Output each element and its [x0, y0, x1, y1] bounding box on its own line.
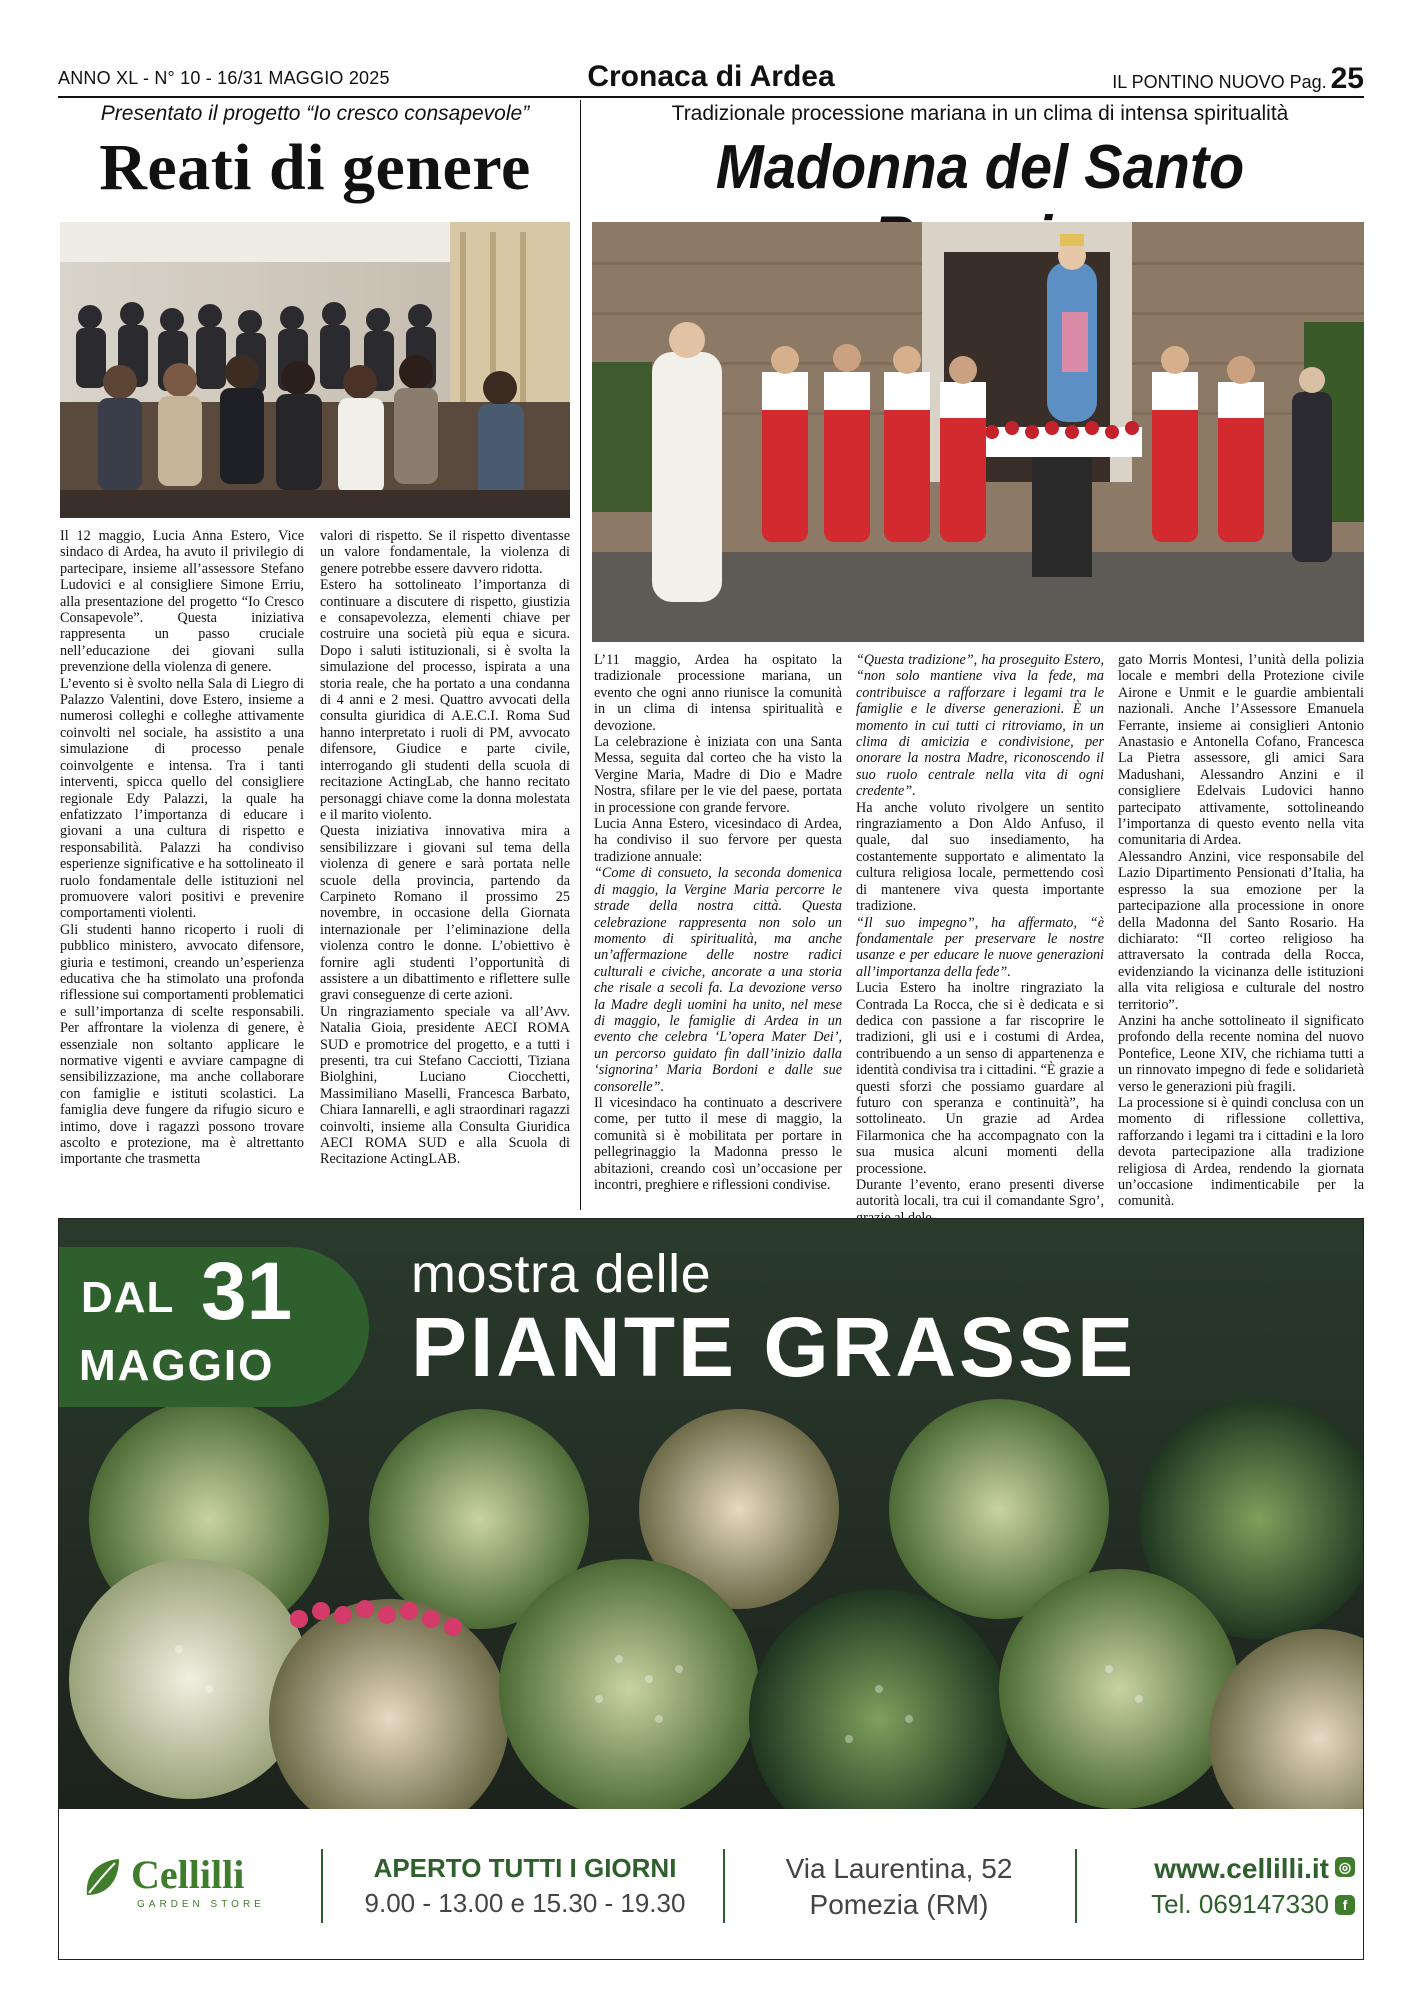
left-article-column-2 — [320, 528, 570, 1168]
cellilli-advert[interactable] — [58, 1218, 1364, 1960]
footer-divider — [321, 1849, 323, 1923]
date-badge — [59, 1247, 369, 1407]
right-article-column-2 — [856, 652, 1104, 1226]
badge-dal: DAL — [81, 1273, 175, 1322]
quote-paragraph: “Il suo impegno”, ha affermato, “è fondamentale per preservare le nostre usanze e per educare le nuove generazioni all’importanza della fede”. — [856, 914, 1104, 980]
footer-divider — [723, 1849, 725, 1923]
paragraph: Questa iniziativa innovativa mira a sensibilizzare i giovani sul tema della violenza di genere e sarà portata nelle scuole della provincia, partendo da Carpineto Romano il prossimo 25 novembre, in occasione della Giornata internazionale per l’eliminazione della violenza contro le donne. L’obiettivo è fornire agli studenti l’opportunità di assistere a un dibattimento e riflettere sulle gravi conseguenze di certe azioni. — [320, 823, 570, 1004]
right-article-column-1 — [594, 652, 842, 1193]
left-headline: Reati di genere — [99, 131, 531, 204]
paragraph: gato Morris Montesi, l’unità della polizia locale e membri della Protezione civile Airone e Unmit e le guardie ambientali nazionali. Anche l’Assessore Emanuela Ferrante, insieme ai consiglieri Antonio Anastasio e Antonella Cofano, Francesca La Pietra assessore, gli amici Sara Madushani, Alessandro Anzini e il consigliere Edelvais Ludovici hanno partecipato attivamente, sottolineando l’importanza di questo evento nella vita comunitaria di Ardea. — [1118, 652, 1364, 849]
paragraph: Anzini ha anche sottolineato il significato profondo della recente nomina del nuovo Pontefice, Leone XIV, che richiama tutti a un rinnovato impegno di fede e solidarietà verso le generazioni più fragili. — [1118, 1012, 1364, 1095]
leaf-icon — [79, 1855, 125, 1901]
left-article-column-1 — [60, 528, 304, 1168]
store-contacts — [1099, 1853, 1329, 1920]
paragraph: La celebrazione è iniziata con una Santa Messa, seguita dal corteo che ha visto la Vergine Maria, Madre di Dio e Madre Nostra, sfilare per le vie del paese, portata in processione con grande fervore. — [594, 734, 842, 816]
section-title: Cronaca di Ardea — [587, 60, 835, 93]
left-kicker: Presentato il progetto “Io cresco consapevole” — [100, 102, 530, 125]
paragraph: valori di rispetto. Se il rispetto diventasse un valore fondamentale, la violenza di genere potrebbe essere davvero ridotta. — [320, 528, 570, 577]
paragraph: Durante l’evento, erano presenti diverse autorità locali, tra cui il comandante Sgro’, — [856, 1177, 1104, 1210]
page-label — [1112, 62, 1364, 96]
issue-info: ANNO XL - N° 10 - 16/31 MAGGIO 2025 — [58, 68, 390, 88]
paragraph: Estero ha sottolineato l’importanza di continuare a discutere di rispetto, giustizia e consapevolezza, elementi chiave per costruire una società più equa e sicura. Dopo i saluti istituzionali, si è svolta la simulazione del processo, ispirata a una storia reale, che ha portato a una condanna di 4 anni e 2 mesi. Quattro avvocati della consulta giuridica di A.E.C.I. Roma Sud hanno interpretato i ruoli di PM, avvocato difensore, Giudice e parte civile, interrogando gli studenti della scuola di recitazione ActingLab, che hanno recitato personaggi chiave come la donna molestata e il marito violento. — [320, 577, 570, 823]
badge-month: MAGGIO — [79, 1341, 275, 1390]
instagram-icon[interactable]: ◎ — [1335, 1857, 1355, 1877]
cellilli-logo — [79, 1851, 299, 1921]
facebook-icon[interactable]: f — [1335, 1895, 1355, 1915]
advert-footer — [59, 1809, 1364, 1960]
paragraph: Alessandro Anzini, vice responsabile del Lazio Dipartimento Pensionati d’Italia, ha espresso la sua emozione per la partecipazione alla processione in onore della Madonna del Santo Rosario. Ha dichiarato: “Il corteo religioso ha attraversato la contrada della Rocca, evidenziando la vicinanza delle istituzioni alla vita religiosa e culturale del nostro territorio”. — [1118, 848, 1364, 1013]
paragraph: Lucia Anna Estero, vicesindaco di Ardea, ha condiviso il suo fervore per questa tradizione annuale: — [594, 816, 842, 865]
hours-title: APERTO TUTTI I GIORNI — [373, 1853, 677, 1883]
phone-number[interactable]: Tel. 069147330 — [1151, 1889, 1329, 1919]
brand-subtitle: GARDEN STORE — [137, 1899, 265, 1910]
opening-hours — [355, 1853, 695, 1919]
page-number: 25 — [1330, 62, 1364, 95]
address-city: Pomezia (RM) — [809, 1889, 989, 1920]
brand-name: Cellilli — [131, 1852, 245, 1897]
paragraph: L’evento si è svolto nella Sala di Liegro di Palazzo Valentini, dove Estero, insieme a numerosi colleghi e colleghe attivamente coinvolti nel sociale, ha assistito a una simulazione di processo penale coinvolgente e intensa. Tra i tanti interventi, spicca quello del consigliere regionale Edy Palazzi, la quale ha enfatizzato l’importanza di educare i giovani a una cultura di rispetto e responsabilità. Palazzi ha condiviso esperienze significative e ha sottolineato il ruolo fondamentale delle istituzioni nel promuovere valori positivi e prevenire comportamenti violenti. — [60, 675, 304, 922]
paragraph: Gli studenti hanno ricoperto i ruoli di pubblico ministero, avvocato difensore, giuria e testimoni, creando un’esperienza educativa che ha stimolato una profonda riflessione sui comportamenti problematici e sull’importanza di scelte responsabili. Per affrontare la violenza di genere, è essenziale non soltanto applicare le normative vigenti e avviare campagne di sensibilizzazione, ma anche collaborare con famiglie e istituti scolastici. La famiglia deve fungere da rifugio sicuro e intimo, dove i ragazzi possono trovare ascolto e protezione, ma è altrettanto importante che trasmetta — [60, 921, 304, 1168]
paper-name: IL PONTINO NUOVO Pag. — [1112, 72, 1327, 92]
advert-title-line2: PIANTE GRASSE — [411, 1300, 1137, 1394]
quote-paragraph: “Questa tradizione”, ha proseguito Estero, “non solo mantiene viva la fede, ma contribuisce a rafforzare i legami tra le famiglie e le diverse generazioni. È un momento in cui tutti ci ritroviamo, in un clima di amicizia e condivisione, per onorare la nostra Madre, riconoscendo il suo ruolo centrale nella vita di ogni credente”. — [856, 652, 1104, 800]
paragraph: Ha anche voluto rivolgere un sentito ringraziamento a Don Aldo Anfuso, il quale, dal suo insediamento, ha costantemente supportato e alimentato la cultura religiosa locale, permettendo così di mantenere viva questa importante tradizione. — [856, 799, 1104, 915]
address-street: Via Laurentina, 52 — [785, 1853, 1013, 1884]
paragraph: Un ringraziamento speciale va all’Avv. Natalia Gioia, presidente AECI ROMA SUD e promotrice del progetto, e a tutti i presenti, tra cui Stefano Cacciotti, Tiziana Biolghini, Luciano Ciocchetti, Massimiliano Maselli, Francesca Barbato, Chiara Iannarelli, e agli straordinari ragazzi coinvolti, insieme alla Consulta Giuridica AECI ROMA SUD e alla Scuola di Recitazione ActingLAB. — [320, 1003, 570, 1168]
procession-photo — [592, 222, 1364, 642]
right-article-column-3 — [1118, 652, 1364, 1210]
quote-paragraph: “Come di consueto, la seconda domenica di maggio, la Vergine Maria percorre le strade della nostra città. Questa celebrazione rappresenta non solo un momento di spiritualità, ma anche un’affermazione delle nostre radici culturali e civiche, ancorate a una storia che risale a secoli fa. La devozione verso la Madre degli uomini ha unito, nel mese di maggio, le famiglie di Ardea in un evento che celebra ‘L’opera Mater Dei’, un percorso guidato fin dall’inizio dalla ‘signorina’ Maria Bordoni e dalle sue consorelle”. — [594, 865, 842, 1095]
masthead-rule — [58, 96, 1364, 98]
paragraph: Lucia Estero ha inoltre ringraziato la Contrada La Rocca, che si è dedicata e si dedica con passione a far riscoprire le tradizioni, gli usi e i costumi di Ardea, contribuendo a un senso di appartenenza e identità condivisa tra i cittadini. “È grazie a questi sforzi che possiamo guardare al futuro con speranza e continuità”, ha sottolineato. Un grazie ad Ardea Filarmonica che ha accompagnato con la sua musica alcuni momenti della processione. — [856, 980, 1104, 1177]
badge-day: 31 — [201, 1246, 293, 1337]
masthead — [58, 60, 1364, 94]
hours-times: 9.00 - 13.00 e 15.30 - 19.30 — [364, 1888, 686, 1918]
website-link[interactable]: www.cellilli.it — [1154, 1853, 1329, 1884]
advert-title-line1: mostra delle — [411, 1244, 712, 1304]
cactus-photo — [59, 1219, 1364, 1809]
right-headline: Madonna del Santo — [715, 133, 1245, 202]
paragraph: Il vicesindaco ha continuato a descrivere come, per tutto il mese di maggio, la comunità si è mobilitata per portare in pellegrinaggio la Madonna presso le abitazioni, creando così un’occasione per incontri, preghiere e riflessioni condivise. — [594, 1094, 842, 1193]
paragraph: La processione si è quindi conclusa con un momento di riflessione collettiva, rafforzando i legami tra i cittadini e la loro devota partecipazione alla tradizione religiosa di Ardea, rendendo la giornata un’occasione indimenticabile per la comunità. — [1118, 1094, 1364, 1210]
store-address — [749, 1853, 1049, 1921]
paragraph: L’11 maggio, Ardea ha ospitato la tradizionale processione mariana, un evento che ogni anno riunisce la comunità in un clima di intensa spiritualità e devozione. — [594, 652, 842, 734]
conference-photo — [60, 222, 570, 518]
footer-divider — [1075, 1849, 1077, 1923]
paragraph: Il 12 maggio, Lucia Anna Estero, Vice sindaco di Ardea, ha avuto il privilegio di partecipare, insieme all’assessore Stefano Ludovici e al consigliere Simone Erriu, alla presentazione del progetto “Io Cresco Consapevole”. Questa iniziativa rappresenta un passo cruciale nell’educazione dei giovani sulla prevenzione della violenza di genere. — [60, 528, 304, 676]
column-divider — [580, 100, 581, 1210]
right-kicker: Tradizionale processione mariana in un clima di intensa spiritualità — [671, 102, 1289, 125]
